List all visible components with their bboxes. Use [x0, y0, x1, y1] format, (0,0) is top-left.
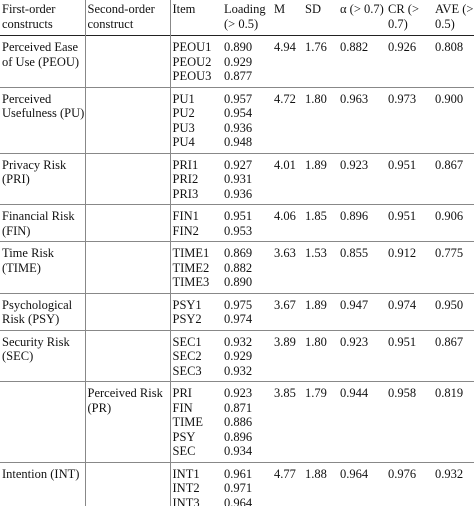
cr-value: 0.976	[388, 466, 417, 481]
header-m: M	[274, 2, 286, 16]
second-order-construct	[85, 293, 170, 330]
loading-value: 0.923	[224, 386, 253, 400]
item-code: FIN1	[172, 209, 199, 223]
cr-value: 0.974	[388, 297, 417, 312]
mean-value: 4.94	[274, 40, 296, 54]
loading-list	[222, 382, 272, 463]
header-ave: AVE (> 0.5)	[435, 2, 474, 31]
header-loading: Loading (> 0.5)	[224, 2, 266, 31]
loading-value: 0.877	[224, 69, 253, 83]
item-code: TIME2	[172, 260, 210, 275]
item-code: PU4	[172, 135, 195, 149]
loading-value: 0.890	[224, 40, 253, 54]
loading-value: 0.974	[224, 312, 253, 326]
loading-value: 0.882	[224, 260, 253, 275]
first-order-construct: Intention (INT)	[2, 466, 80, 481]
first-order-construct: Perceived Usefulness (PU)	[2, 91, 85, 120]
alpha-value: 0.944	[340, 386, 369, 400]
item-code: PU3	[172, 120, 195, 135]
second-order-construct	[85, 330, 170, 382]
item-code: PEOU2	[172, 54, 212, 69]
item-code: PRI	[172, 386, 192, 400]
item-code: PSY2	[172, 312, 202, 326]
header-second-order: Second-order construct	[85, 0, 170, 36]
item-list	[170, 330, 222, 382]
loading-value: 0.869	[224, 246, 253, 260]
mean-value: 3.89	[274, 334, 296, 349]
loading-value: 0.890	[224, 275, 253, 289]
loading-list	[222, 330, 272, 382]
cr-value: 0.951	[388, 209, 417, 223]
sd-value: 1.89	[305, 157, 327, 172]
item-code: PEOU3	[172, 69, 212, 83]
alpha-value: 0.923	[340, 157, 369, 172]
loading-value: 0.929	[224, 349, 253, 363]
item-list	[170, 36, 222, 88]
mean-value: 3.63	[274, 246, 296, 260]
cr-value: 0.958	[388, 386, 417, 400]
item-code: SEC1	[172, 334, 202, 349]
ave-value: 0.950	[435, 297, 464, 312]
sd-value: 1.89	[305, 297, 327, 312]
item-code: SEC3	[172, 363, 202, 378]
loading-value: 0.896	[224, 429, 253, 444]
loading-value: 0.931	[224, 172, 253, 186]
item-code: INT3	[172, 495, 200, 506]
loading-list	[222, 87, 272, 153]
table-row	[0, 462, 474, 506]
loading-value: 0.951	[224, 209, 253, 223]
header-row	[0, 0, 474, 36]
mean-value: 3.85	[274, 386, 296, 400]
table-row	[0, 293, 474, 330]
table-row	[0, 153, 474, 205]
ave-value: 0.867	[435, 157, 464, 172]
loading-value: 0.964	[224, 495, 253, 506]
sd-value: 1.80	[305, 334, 327, 349]
loading-value: 0.936	[224, 186, 253, 201]
cr-value: 0.926	[388, 40, 417, 54]
sd-value: 1.79	[305, 386, 327, 400]
loading-list	[222, 205, 272, 242]
loading-value: 0.886	[224, 415, 253, 429]
second-order-construct	[85, 462, 170, 506]
item-code: PRI1	[172, 157, 199, 172]
table-row	[0, 36, 474, 88]
loading-value: 0.954	[224, 106, 253, 120]
loading-list	[222, 462, 272, 506]
loading-value: 0.936	[224, 120, 253, 135]
item-code: PRI3	[172, 186, 199, 201]
mean-value: 4.01	[274, 157, 296, 172]
item-code: SEC	[172, 444, 196, 458]
loading-value: 0.971	[224, 481, 253, 495]
alpha-value: 0.963	[340, 91, 369, 106]
item-list	[170, 153, 222, 205]
loading-value: 0.871	[224, 400, 253, 415]
alpha-value: 0.882	[340, 40, 369, 54]
loading-value: 0.934	[224, 444, 253, 458]
first-order-construct: Time Risk (TIME)	[2, 246, 54, 275]
sd-value: 1.76	[305, 40, 327, 54]
ave-value: 0.808	[435, 40, 464, 54]
loading-value: 0.932	[224, 334, 253, 349]
alpha-value: 0.947	[340, 297, 369, 312]
item-list	[170, 242, 222, 294]
header-alpha: α (> 0.7)	[340, 2, 384, 16]
sd-value: 1.80	[305, 91, 327, 106]
loading-value: 0.953	[224, 223, 253, 238]
second-order-construct	[85, 153, 170, 205]
sd-value: 1.85	[305, 209, 327, 223]
loading-value: 0.927	[224, 157, 253, 172]
second-order-construct	[85, 87, 170, 153]
sd-value: 1.88	[305, 466, 327, 481]
first-order-construct: Security Risk (SEC)	[2, 334, 70, 363]
item-code: PU1	[172, 91, 195, 106]
ave-value: 0.906	[435, 209, 464, 223]
ave-value: 0.775	[435, 246, 464, 260]
item-code: INT2	[172, 481, 200, 495]
alpha-value: 0.896	[340, 209, 369, 223]
cr-value: 0.951	[388, 157, 417, 172]
header-sd: SD	[305, 2, 321, 16]
table-row	[0, 382, 474, 463]
mean-value: 4.77	[274, 466, 296, 481]
mean-value: 4.72	[274, 91, 296, 106]
item-code: PSY	[172, 429, 196, 444]
first-order-construct	[0, 382, 85, 463]
sd-value: 1.53	[305, 246, 327, 260]
loading-value: 0.929	[224, 54, 253, 69]
loading-value: 0.975	[224, 297, 253, 312]
alpha-value: 0.964	[340, 466, 369, 481]
item-code: PEOU1	[172, 40, 212, 54]
alpha-value: 0.855	[340, 246, 369, 260]
header-item: Item	[172, 2, 196, 16]
ave-value: 0.867	[435, 334, 464, 349]
item-code: PSY1	[172, 297, 202, 312]
loading-value: 0.948	[224, 135, 253, 149]
first-order-construct: Perceived Ease of Use (PEOU)	[2, 40, 80, 69]
second-order-construct: Perceived Risk (PR)	[85, 382, 170, 463]
item-code: PU2	[172, 106, 195, 120]
loading-list	[222, 153, 272, 205]
item-code: FIN	[172, 400, 193, 415]
loading-list	[222, 36, 272, 88]
mean-value: 3.67	[274, 297, 296, 312]
item-list	[170, 205, 222, 242]
item-code: SEC2	[172, 349, 202, 363]
item-code: INT1	[172, 466, 200, 481]
first-order-construct: Financial Risk (FIN)	[2, 209, 75, 238]
header-first-order: First-order constructs	[2, 2, 56, 31]
item-code: TIME1	[172, 246, 210, 260]
cr-value: 0.973	[388, 91, 417, 106]
loading-value: 0.961	[224, 466, 253, 481]
item-code: FIN2	[172, 223, 199, 238]
item-code: TIME3	[172, 275, 210, 289]
item-list	[170, 87, 222, 153]
item-list	[170, 293, 222, 330]
loading-value: 0.957	[224, 91, 253, 106]
table-row	[0, 87, 474, 153]
ave-value: 0.900	[435, 91, 464, 106]
loading-value: 0.932	[224, 363, 253, 378]
table-row	[0, 330, 474, 382]
cr-value: 0.912	[388, 246, 417, 260]
table-row	[0, 242, 474, 294]
item-list	[170, 462, 222, 506]
loading-list	[222, 293, 272, 330]
item-code: TIME	[172, 415, 204, 429]
cr-value: 0.951	[388, 334, 417, 349]
second-order-construct	[85, 36, 170, 88]
table-row	[0, 205, 474, 242]
mean-value: 4.06	[274, 209, 296, 223]
item-code: PRI2	[172, 172, 199, 186]
table-body	[0, 36, 474, 506]
loading-list	[222, 242, 272, 294]
second-order-construct	[85, 242, 170, 294]
second-order-construct	[85, 205, 170, 242]
header-cr: CR (> 0.7)	[388, 2, 420, 31]
first-order-construct: Privacy Risk (PRI)	[2, 157, 67, 186]
first-order-construct: Psychological Risk (PSY)	[2, 297, 73, 326]
ave-value: 0.819	[435, 386, 464, 400]
item-list	[170, 382, 222, 463]
ave-value: 0.932	[435, 466, 464, 481]
alpha-value: 0.923	[340, 334, 369, 349]
